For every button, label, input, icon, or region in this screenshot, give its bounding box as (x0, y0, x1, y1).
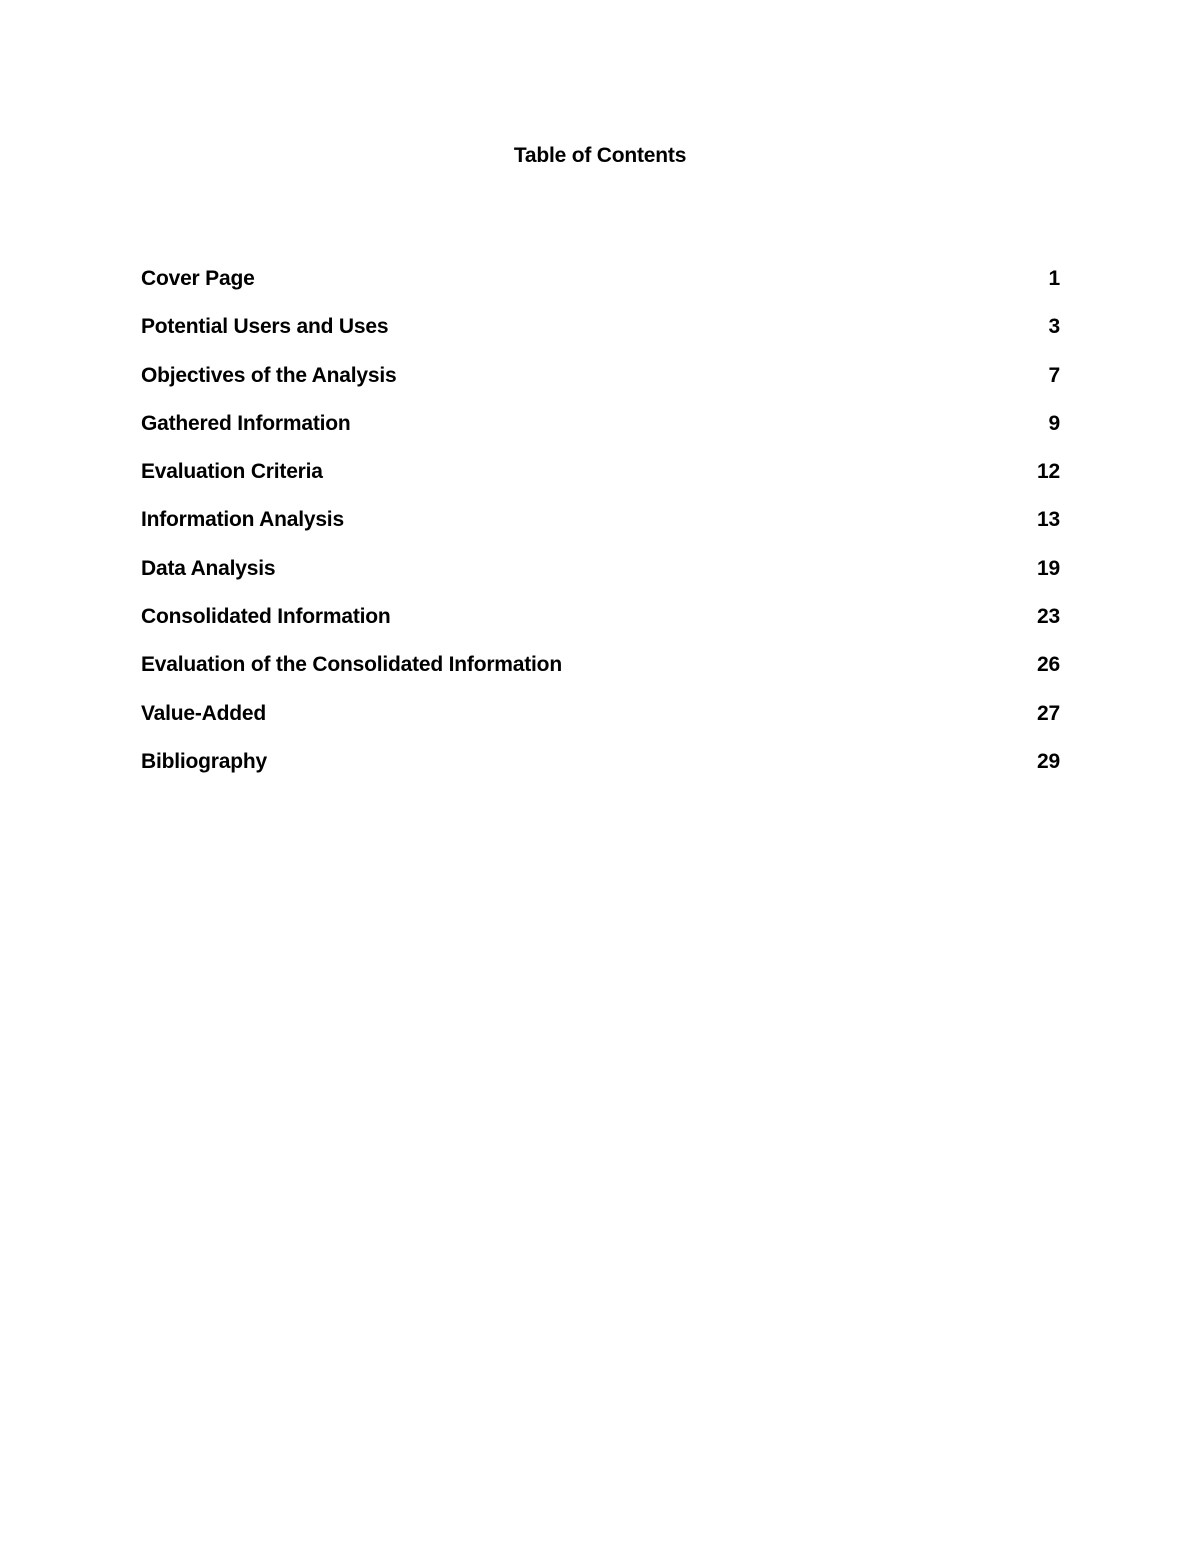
toc-entry (141, 505, 1060, 553)
toc-entry-title: Gathered Information (141, 411, 351, 435)
toc-entry-title: Consolidated Information (141, 605, 391, 629)
toc-entry (141, 264, 1060, 312)
toc-entry-page-number: 13 (1037, 508, 1060, 532)
toc-entry (141, 747, 1060, 795)
toc-entry-title: Potential Users and Uses (141, 315, 389, 339)
toc-entry-page-number: 27 (1037, 701, 1060, 725)
toc-entry (141, 650, 1060, 698)
toc-entry-title: Cover Page (141, 267, 255, 290)
toc-entry-page-number: 26 (1037, 653, 1060, 677)
toc-entry-page-number: 9 (1048, 411, 1060, 435)
toc-entry-page-number: 12 (1037, 460, 1060, 484)
toc-entry (141, 361, 1060, 409)
toc-entry (141, 602, 1060, 650)
toc-entry (141, 312, 1060, 360)
toc-entry-title: Evaluation of the Consolidated Information (141, 653, 562, 677)
toc-entry-page-number: 3 (1048, 315, 1060, 339)
toc-entry-page-number: 7 (1048, 363, 1060, 387)
toc-entry-title: Bibliography (141, 749, 267, 773)
toc-entry-page-number: 19 (1037, 556, 1060, 580)
page-title: Table of Contents (513, 144, 687, 167)
toc-entry-title: Evaluation Criteria (141, 460, 323, 484)
toc-entry (141, 457, 1060, 505)
toc-entry-title: Information Analysis (141, 508, 344, 532)
toc-entry-page-number: 23 (1037, 605, 1060, 629)
toc-entry-title: Value-Added (141, 701, 266, 725)
toc-entry (141, 409, 1060, 457)
toc-entry (141, 699, 1060, 747)
toc-entry (141, 554, 1060, 602)
toc-list (141, 264, 1060, 795)
toc-entry-page-number: 1 (1048, 267, 1060, 290)
toc-entry-title: Objectives of the Analysis (141, 363, 397, 387)
toc-entry-title: Data Analysis (141, 556, 276, 580)
toc-entry-page-number: 29 (1037, 749, 1060, 773)
